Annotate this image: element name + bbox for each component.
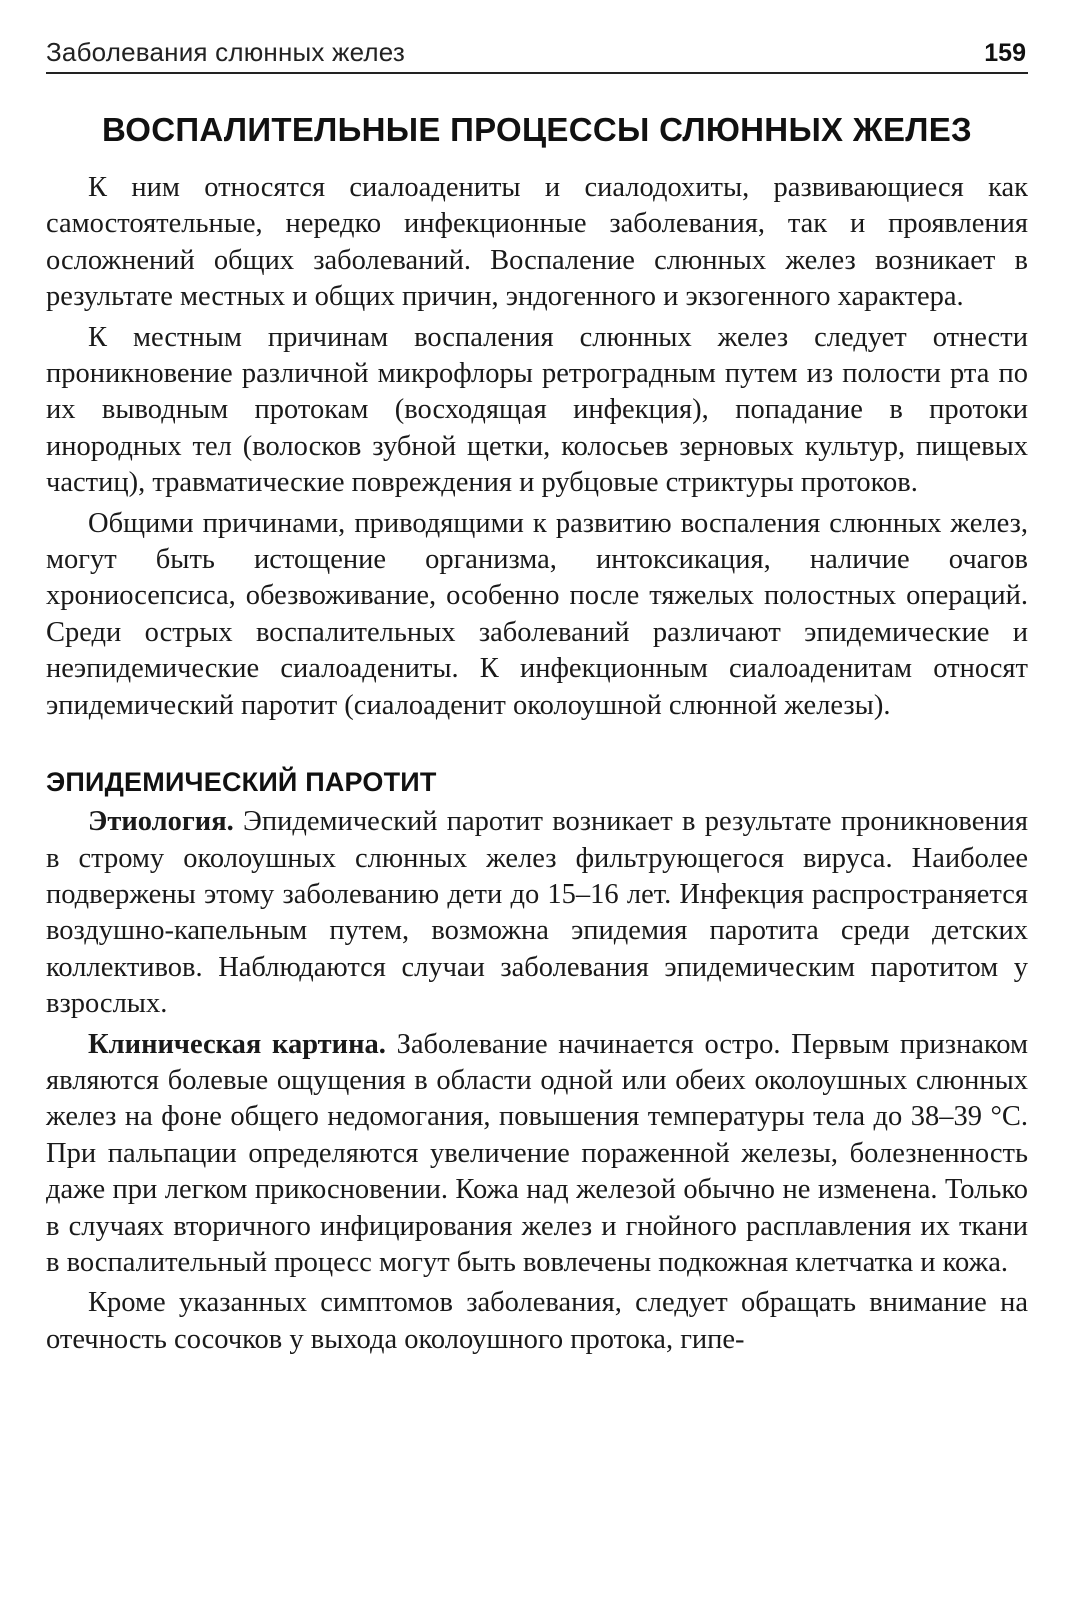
running-title: Заболевания слюнных желез [46,37,406,67]
paragraph-etiology [46,804,1028,1022]
etiology-text: Эпидемический паротит возникает в результате проникновения в строму околоушных слюнных желез фильтрующегося вируса. Наиболее подвержены этому заболеванию дети до 15–16 лет. Инфекция распространяется воздушно-капельным путем, возможна эпидемия паротита среди детских коллективов. Наблюдаются случаи заболевания эпидемическим паротитом у взрослых. [46,806,1028,1020]
clinical-text: Заболевание начинается остро. Первым признаком являются болевые ощущения в области одной или обеих околоушных слюнных желез на фоне общего недомогания, повышения температуры тела до 38–39 °С. При пальпации определяются увеличение пораженной железы, болезненность даже при легком прикосновении. Кожа над железой обычно не изменена. Только в случаях вторичного инфицирования желез и гнойного расплавления их ткани в воспалительный процесс могут быть вовлечены подкожная клетчатка и кожа. [46,1028,1028,1278]
paragraph-intro: К ним относятся сиалоадениты и сиалодохиты, развивающиеся как самостоятельные, нередко инфекционные заболевания, так и проявления осложнений общих заболеваний. Воспаление слюнных желез возникает в результате местных и общих причин, эндогенного и экзогенного характера. [46,172,1028,313]
page-number: 159 [984,39,1026,67]
paragraph-symptoms: Кроме указанных симптомов заболевания, следует обращать внимание на отечность сосочков у выхода околоушного протока, гипе- [46,1287,1028,1355]
clinical-label: Клиническая картина. [88,1028,386,1060]
subsection-title: ЭПИДЕМИЧЕСКИЙ ПАРОТИТ [46,767,437,798]
page-content [46,104,1028,1362]
paragraph-local-causes: К местным причинам воспаления слюнных желез следует отнести проникновение различной микрофлоры ретроградным путем из полости рта по их выводным протокам (восходящая инфекция), попадание в протоки инородных тел (волосков зубной щетки, колосьев зерновых культур, пищевых частиц), травматические повреждения и рубцовые стриктуры протоков. [46,321,1028,499]
paragraph-clinical-picture [46,1027,1028,1282]
etiology-label: Этиология. [88,806,234,838]
running-header [46,38,1028,74]
paragraph-general-causes: Общими причинами, приводящими к развитию воспаления слюнных желез, могут быть истощение организма, интоксикация, наличие очагов хрониосепсиса, обезвоживание, особенно после тяжелых полостных операций. Среди острых воспалительных заболеваний различают эпидемические и неэпидемические сиалоадениты. К инфекционным сиалоаденитам относят эпидемический паротит (сиалоаденит околоушной слюнной железы). [46,507,1028,721]
section-title: ВОСПАЛИТЕЛЬНЫЕ ПРОЦЕССЫ СЛЮННЫХ ЖЕЛЕЗ [101,111,973,148]
